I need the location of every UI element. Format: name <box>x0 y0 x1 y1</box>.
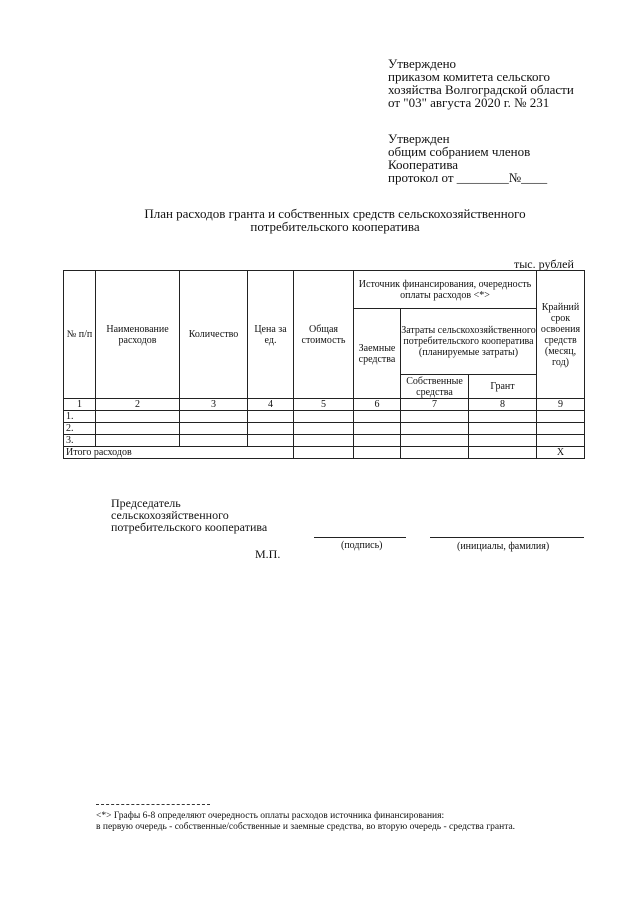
table-row <box>64 423 585 435</box>
header-grant: Грант <box>469 375 537 399</box>
header-name: Наименование расходов <box>96 271 180 399</box>
chairman-line: Председатель <box>111 496 181 510</box>
approval-line: общим собранием членов <box>388 144 531 159</box>
approval-line: Кооператива <box>388 157 459 172</box>
name-line <box>430 537 584 538</box>
col-number: 7 <box>401 399 469 411</box>
signature-caption: (подпись) <box>341 540 383 551</box>
header-own: Собственные средства <box>401 375 469 399</box>
approval-line: от "03" августа 2020 г. № 231 <box>388 95 550 110</box>
approval-line: приказом комитета сельского <box>388 69 551 84</box>
row-number: 2. <box>64 423 96 435</box>
col-number: 6 <box>354 399 401 411</box>
title-line: потребительского кооператива <box>250 219 420 234</box>
col-number: 2 <box>96 399 180 411</box>
approval-block-committee <box>388 57 574 109</box>
header-total: Общая стоимость <box>294 271 354 399</box>
header-loan: Заемные средства <box>354 309 401 399</box>
name-caption: (инициалы, фамилия) <box>457 541 550 552</box>
chairman-line: сельскохозяйственного <box>111 508 229 522</box>
row-number: 1. <box>64 411 96 423</box>
col-number: 3 <box>180 399 248 411</box>
header-deadline: Крайний срок освоения средств (месяц, год) <box>537 271 585 399</box>
col-number: 8 <box>469 399 537 411</box>
total-x-mark: Х <box>537 447 585 459</box>
row-number: 3. <box>64 435 96 447</box>
footnote-line: в первую очередь - собственные/собственные и заемные средства, во вторую очередь - средства гранта. <box>96 822 516 832</box>
header-num: № п/п <box>64 271 96 399</box>
header-quantity: Количество <box>180 271 248 399</box>
footnote-separator <box>96 804 210 805</box>
table-row <box>64 435 585 447</box>
total-row <box>64 447 585 459</box>
seal-label: М.П. <box>255 547 281 561</box>
approval-block-meeting <box>388 132 547 184</box>
units-label: тыс. рублей <box>514 257 574 271</box>
footnote <box>96 811 586 833</box>
chairman-line: потребительского кооператива <box>111 520 268 534</box>
col-number: 1 <box>64 399 96 411</box>
col-number: 5 <box>294 399 354 411</box>
approval-line: протокол от ________№____ <box>388 170 548 185</box>
col-number: 9 <box>537 399 585 411</box>
table-row <box>64 411 585 423</box>
approval-line: хозяйства Волгоградской области <box>388 82 574 97</box>
total-label: Итого расходов <box>64 447 294 459</box>
expense-plan-table <box>63 270 585 459</box>
document-title <box>60 207 610 233</box>
header-source: Источник финансирования, очередность оплаты расходов <*> <box>354 271 537 309</box>
approval-line: Утверждено <box>388 56 457 71</box>
chairman-block <box>111 497 267 533</box>
footnote-line: <*> Графы 6-8 определяют очередность оплаты расходов источника финансирования: <box>96 811 445 821</box>
approval-line: Утвержден <box>388 131 450 146</box>
title-line: План расходов гранта и собственных средств сельскохозяйственного <box>144 206 526 221</box>
col-number: 4 <box>248 399 294 411</box>
header-costs: Затраты сельскохозяйственного потребительского кооператива (планируемые затраты) <box>401 309 537 375</box>
header-price: Цена за ед. <box>248 271 294 399</box>
signature-line <box>314 537 406 538</box>
